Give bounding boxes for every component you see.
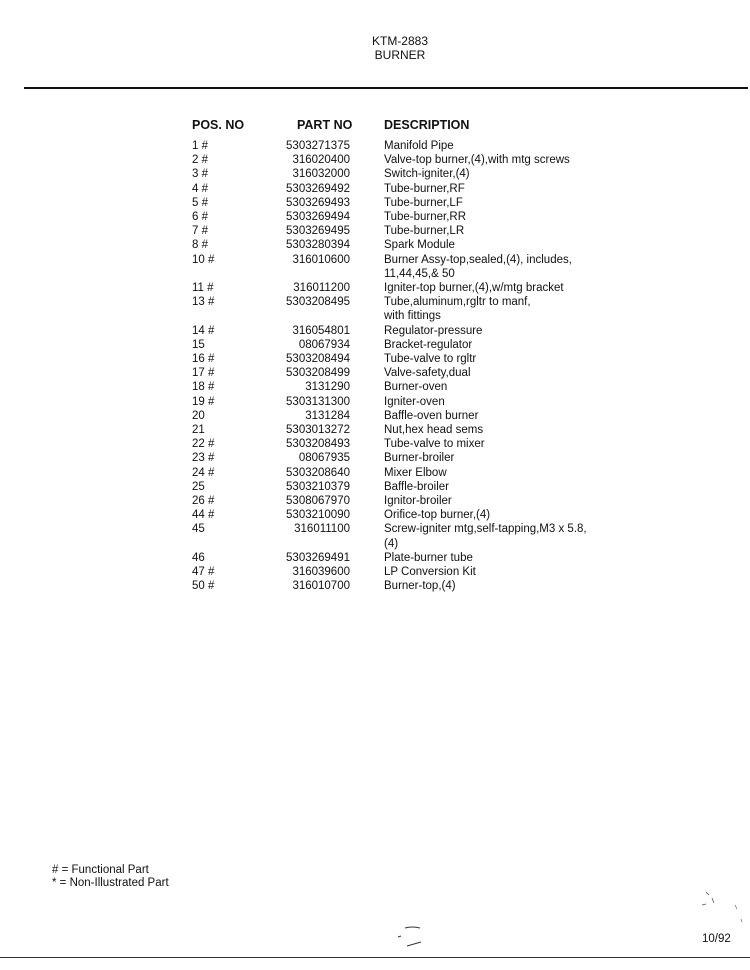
part-description: Igniter-oven: [384, 395, 445, 408]
position-number: 25: [192, 480, 205, 493]
part-number: 3131284: [305, 409, 350, 422]
part-number: 5303271375: [286, 140, 350, 152]
legend-functional: # = Functional Part: [52, 864, 149, 876]
part-description: Nut,hex head sems: [384, 424, 484, 437]
part-description: Bracket-regulator: [384, 338, 473, 351]
position-number: 21: [192, 424, 205, 437]
part-description: Igniter-top burner,(4),w/mtg bracket: [384, 282, 564, 295]
position-number: 20: [192, 409, 205, 422]
part-number: 316054801: [292, 324, 350, 337]
position-number: 13 #: [192, 296, 215, 309]
part-description: Spark Module: [384, 239, 455, 252]
position-number: 22 #: [192, 438, 215, 451]
position-number: 24 #: [192, 466, 215, 479]
part-description: Mixer Elbow: [384, 466, 447, 479]
position-number: 18 #: [192, 381, 215, 394]
part-number: 316010700: [292, 580, 350, 593]
part-number: 5303280394: [286, 239, 350, 252]
part-number: 5308067970: [286, 495, 350, 508]
position-number: 23 #: [192, 452, 215, 465]
part-description: Burner Assy-top,sealed,(4), includes, 11,44,45,& 50: [384, 253, 572, 280]
part-number: 5303269492: [286, 182, 350, 195]
position-number: 19 #: [192, 395, 215, 408]
part-number: 5303208640: [286, 466, 350, 479]
part-number: 316010600: [292, 253, 350, 266]
scan-mark: [702, 892, 714, 905]
part-description: Baffle-broiler: [384, 480, 449, 493]
part-number: 5303131300: [286, 395, 350, 408]
part-number: 5303269491: [286, 551, 350, 564]
position-number: 4 #: [192, 182, 208, 195]
part-description: Ignitor-broiler: [384, 495, 452, 508]
position-number: 11 #: [192, 282, 214, 295]
position-number: 8 #: [192, 239, 208, 252]
position-number: 46: [192, 551, 205, 564]
part-description: Tube-valve to mixer: [384, 438, 485, 451]
position-number: 47 #: [192, 566, 215, 579]
position-number: 5 #: [192, 196, 208, 209]
part-description: Regulator-pressure: [384, 324, 483, 337]
part-number: 08067934: [298, 338, 350, 351]
part-description: Tube-burner,LR: [384, 225, 465, 238]
column-header-pos: POS. NO: [192, 118, 245, 132]
part-description: Tube-burner,RR: [384, 211, 467, 224]
position-number: 2 #: [192, 154, 208, 167]
part-number: 5303208499: [286, 367, 350, 380]
part-number: 5303208495: [286, 296, 350, 309]
part-number: 5303269494: [286, 211, 350, 224]
scan-mark: [405, 927, 420, 928]
position-number: 26 #: [192, 495, 215, 508]
revision-date: 10/92: [702, 933, 731, 945]
part-number: 316032000: [292, 168, 350, 181]
part-description: Valve-safety,dual: [384, 367, 471, 380]
part-number: 5303208494: [286, 353, 350, 366]
part-description: Valve-top burner,(4),with mtg screws: [384, 154, 570, 167]
part-description: Tube,aluminum,rgltr to manf, with fittings: [384, 296, 531, 323]
scan-mark: [407, 942, 421, 946]
part-number: 316020400: [292, 154, 350, 167]
part-description: Switch-igniter,(4): [384, 168, 470, 181]
part-number: 316011200: [293, 282, 350, 295]
part-number: 3131290: [305, 381, 350, 394]
model-number: KTM-2883: [371, 34, 429, 48]
position-number: 17 #: [192, 367, 215, 380]
part-number: 08067935: [298, 452, 350, 465]
part-description: Baffle-oven burner: [384, 409, 479, 422]
position-number: 50 #: [192, 580, 215, 593]
part-number: 316039600: [292, 566, 350, 579]
part-number: 5303269493: [286, 196, 350, 209]
position-number: 3 #: [192, 168, 208, 181]
part-description: Tube-burner,RF: [384, 182, 465, 195]
part-description: Tube-burner,LF: [384, 196, 463, 209]
position-number: 7 #: [192, 225, 208, 238]
part-description: Plate-burner tube: [384, 551, 473, 564]
part-number: 316011100: [294, 523, 350, 536]
section-title: BURNER: [374, 48, 426, 62]
part-description: Burner-top,(4): [384, 580, 456, 593]
part-number: 5303269495: [286, 225, 350, 238]
legend-non-illustrated: * = Non-Illustrated Part: [52, 876, 169, 889]
part-number: 5303210090: [286, 509, 350, 522]
position-number: 6 #: [192, 211, 208, 224]
part-description: Manifold Pipe: [384, 140, 454, 152]
position-number: 14 #: [192, 324, 215, 337]
footer-rule: [0, 957, 750, 958]
column-header-description: DESCRIPTION: [384, 118, 470, 132]
part-description: Orifice-top burner,(4): [384, 509, 491, 522]
part-description: Screw-igniter mtg,self-tapping,M3 x 5.8, (4): [384, 523, 587, 550]
part-description: Burner-oven: [384, 381, 448, 394]
part-description: LP Conversion Kit: [384, 566, 476, 579]
position-number: 1 #: [192, 140, 208, 152]
position-number: 10 #: [192, 253, 215, 266]
scan-mark: [735, 905, 742, 922]
position-number: 16 #: [192, 353, 215, 366]
scan-mark: [398, 936, 401, 937]
part-description: Burner-broiler: [384, 452, 455, 465]
part-description: Tube-valve to rgltr: [384, 353, 477, 366]
column-header-part: PART NO: [297, 118, 353, 132]
part-number: 5303208493: [286, 438, 350, 451]
position-number: 15: [192, 338, 205, 351]
position-number: 45: [192, 523, 205, 536]
part-number: 5303013272: [286, 424, 350, 437]
part-number: 5303210379: [286, 480, 350, 493]
position-number: 44 #: [192, 509, 215, 522]
